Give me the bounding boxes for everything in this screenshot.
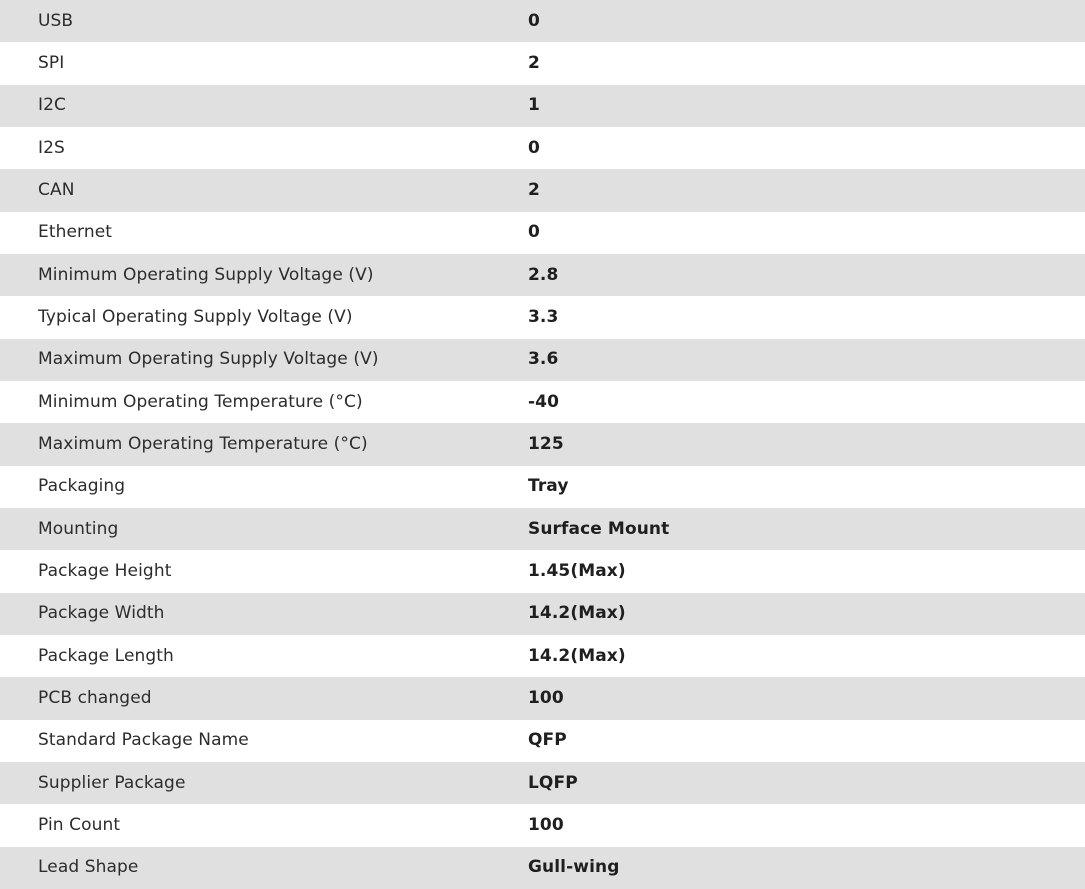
spec-label: Standard Package Name [38, 730, 249, 751]
spec-label: Package Length [38, 645, 174, 666]
spec-value: 0 [528, 10, 540, 31]
spec-label: Minimum Operating Supply Voltage (V) [38, 264, 374, 285]
spec-row-supplier-package [0, 762, 1085, 804]
spec-value: 3.3 [528, 306, 559, 327]
spec-value: QFP [528, 730, 567, 751]
spec-row-min-supply-voltage [0, 254, 1085, 296]
spec-value: 1.45(Max) [528, 560, 626, 581]
spec-label: SPI [38, 52, 65, 73]
spec-value: LQFP [528, 772, 578, 793]
spec-label: Package Height [38, 560, 172, 581]
spec-label: Ethernet [38, 222, 113, 243]
spec-value: -40 [528, 391, 560, 412]
spec-value: 2.8 [528, 264, 559, 285]
spec-row-i2c [0, 85, 1085, 127]
spec-value: Tray [528, 476, 569, 497]
spec-row-max-supply-voltage [0, 339, 1085, 381]
spec-value: 0 [528, 137, 540, 158]
spec-label: Minimum Operating Temperature (°C) [38, 391, 363, 412]
spec-value: 125 [528, 433, 564, 454]
spec-label: Package Width [38, 603, 165, 624]
spec-label: Maximum Operating Temperature (°C) [38, 433, 368, 454]
spec-row-mounting [0, 508, 1085, 550]
spec-value: 1 [528, 95, 540, 116]
spec-label: Packaging [38, 476, 126, 497]
spec-row-lead-shape [0, 847, 1085, 889]
spec-row-typical-supply-voltage [0, 296, 1085, 338]
spec-row-standard-package-name [0, 720, 1085, 762]
spec-label: CAN [38, 179, 75, 200]
spec-value: 2 [528, 179, 540, 200]
spec-label: Pin Count [38, 814, 121, 835]
spec-row-package-width [0, 593, 1085, 635]
spec-row-min-temperature [0, 381, 1085, 423]
spec-row-usb [0, 0, 1085, 42]
spec-row-can [0, 169, 1085, 211]
spec-row-packaging [0, 466, 1085, 508]
spec-label: PCB changed [38, 687, 152, 708]
spec-row-pin-count [0, 804, 1085, 846]
spec-row-i2s [0, 127, 1085, 169]
spec-value: 0 [528, 222, 540, 243]
spec-label: Maximum Operating Supply Voltage (V) [38, 349, 379, 370]
spec-label: Supplier Package [38, 772, 186, 793]
spec-row-pcb-changed [0, 677, 1085, 719]
spec-value: Surface Mount [528, 518, 670, 539]
spec-label: Typical Operating Supply Voltage (V) [38, 306, 353, 327]
spec-label: Lead Shape [38, 857, 139, 878]
spec-value: 100 [528, 687, 564, 708]
spec-value: 14.2(Max) [528, 645, 626, 666]
spec-label: USB [38, 10, 74, 31]
spec-row-ethernet [0, 212, 1085, 254]
spec-row-package-height [0, 550, 1085, 592]
spec-label: Mounting [38, 518, 119, 539]
spec-value: 2 [528, 52, 540, 73]
spec-row-spi [0, 42, 1085, 84]
spec-row-package-length [0, 635, 1085, 677]
spec-value: Gull-wing [528, 857, 620, 878]
spec-label: I2S [38, 137, 65, 158]
spec-row-max-temperature [0, 423, 1085, 465]
spec-value: 100 [528, 814, 564, 835]
spec-value: 14.2(Max) [528, 603, 626, 624]
spec-label: I2C [38, 95, 66, 116]
spec-value: 3.6 [528, 349, 559, 370]
